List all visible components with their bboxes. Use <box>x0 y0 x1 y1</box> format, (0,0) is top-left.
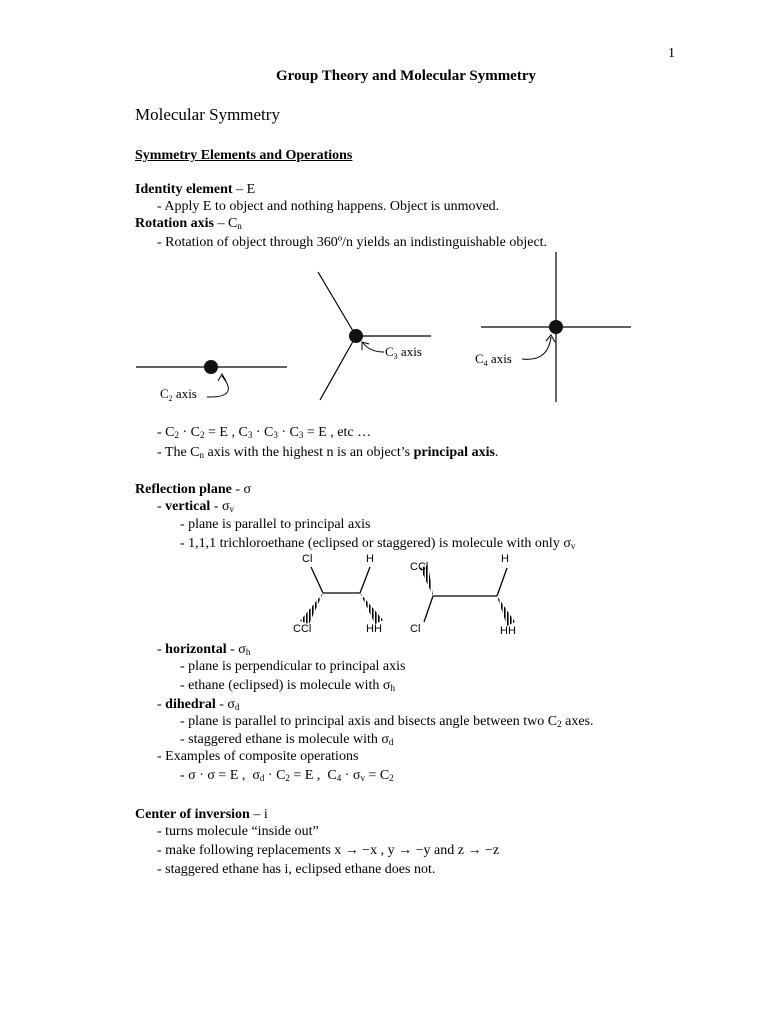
rotation-heading <box>135 215 242 232</box>
svg-text:CCl: CCl <box>410 561 429 573</box>
reflection-term: Reflection plane <box>135 482 232 497</box>
rotation-symbol-sub: n <box>237 221 242 231</box>
inversion-desc-3: - staggered ethane has i, eclipsed ethane does not. <box>157 862 436 877</box>
c2-axis-label: $C_2$ axis <box>160 386 197 403</box>
svg-text:Cl: Cl <box>302 553 313 565</box>
rotation-term: Rotation axis <box>135 216 214 231</box>
principal-axis-line: - The $C_n$ axis with the highest n is an object’s principal axis. <box>157 445 499 460</box>
dihedral-desc-2: - staggered ethane is molecule with $\sigma_d$ <box>180 732 394 747</box>
page-title: Group Theory and Molecular Symmetry <box>276 68 536 84</box>
horizontal-heading: - horizontal - $\sigma_h$ <box>157 642 251 657</box>
horizontal-desc-2: - ethane (eclipsed) is molecule with $\sigma_h$ <box>180 678 395 693</box>
rotation-axes-figure <box>0 240 768 410</box>
staggered-molecule <box>410 553 516 637</box>
c3-line-3 <box>320 336 356 400</box>
dihedral-desc-1: - plane is parallel to principal axis and bisects angle between two $C_2$ axes. <box>180 714 594 729</box>
inversion-desc-1: - turns molecule “inside out” <box>157 824 319 839</box>
eclipsed-molecule <box>293 553 383 635</box>
svg-text:CCl: CCl <box>293 623 312 635</box>
c3-line-1 <box>318 272 356 336</box>
svg-text:HH: HH <box>500 625 516 637</box>
principal-axis-term: principal axis <box>413 445 495 460</box>
dihedral-heading: - dihedral - $\sigma_d$ <box>157 697 240 712</box>
rotation-desc: - Rotation of object through 360º/n yields an indistinguishable object. <box>157 235 548 250</box>
identity-term: Identity element <box>135 182 233 197</box>
horizontal-desc-1: - plane is perpendicular to principal axis <box>180 659 406 674</box>
svg-text:H: H <box>366 553 374 565</box>
rotation-symbol: – C <box>217 216 238 231</box>
composite-intro: - Examples of composite operations <box>157 749 359 764</box>
c3-axis-label: $C_3$ axis <box>385 344 422 361</box>
vertical-heading: - vertical - $\sigma_v$ <box>157 499 234 514</box>
inversion-heading: Center of inversion – i <box>135 807 268 822</box>
page-number: 1 <box>668 46 675 61</box>
svg-text:Cl: Cl <box>410 623 421 635</box>
c4-axis-point <box>549 320 563 334</box>
vertical-desc-1: - plane is parallel to principal axis <box>180 517 371 532</box>
reflection-heading: Reflection plane - σ <box>135 482 252 497</box>
svg-text:H: H <box>501 553 509 565</box>
identity-symbol: – E <box>236 182 256 197</box>
inversion-term: Center of inversion <box>135 807 250 822</box>
c4-axis-label: $C_4$ axis <box>475 351 512 368</box>
inversion-desc-2: - make following replacements x → −x , y → −y and z → −z <box>157 843 500 858</box>
section-title: Molecular Symmetry <box>135 105 280 124</box>
subsection-title: Symmetry Elements and Operations <box>135 148 353 163</box>
c2-axis-point <box>204 360 218 374</box>
vertical-desc-2: - 1,1,1 trichloroethane (eclipsed or staggered) is molecule with only $\sigma_v$ <box>180 536 576 551</box>
trichloroethane-figure <box>0 548 768 640</box>
identity-desc: - Apply E to object and nothing happens. Object is unmoved. <box>157 199 500 214</box>
composite-examples: - σ · σ = E , $\sigma_d \cdot C_2 = E$ , $C_4 \cdot \sigma_v = C_2$ <box>180 768 394 783</box>
c3-axis-point <box>349 329 363 343</box>
identity-heading <box>135 181 255 198</box>
c3-arrow <box>363 343 384 352</box>
svg-text:HH: HH <box>366 623 382 635</box>
rotation-products: - $C_2 \cdot C_2 = E$ , $C_3 \cdot C_3 \cdot C_3 = E$ , etc … <box>157 425 372 440</box>
